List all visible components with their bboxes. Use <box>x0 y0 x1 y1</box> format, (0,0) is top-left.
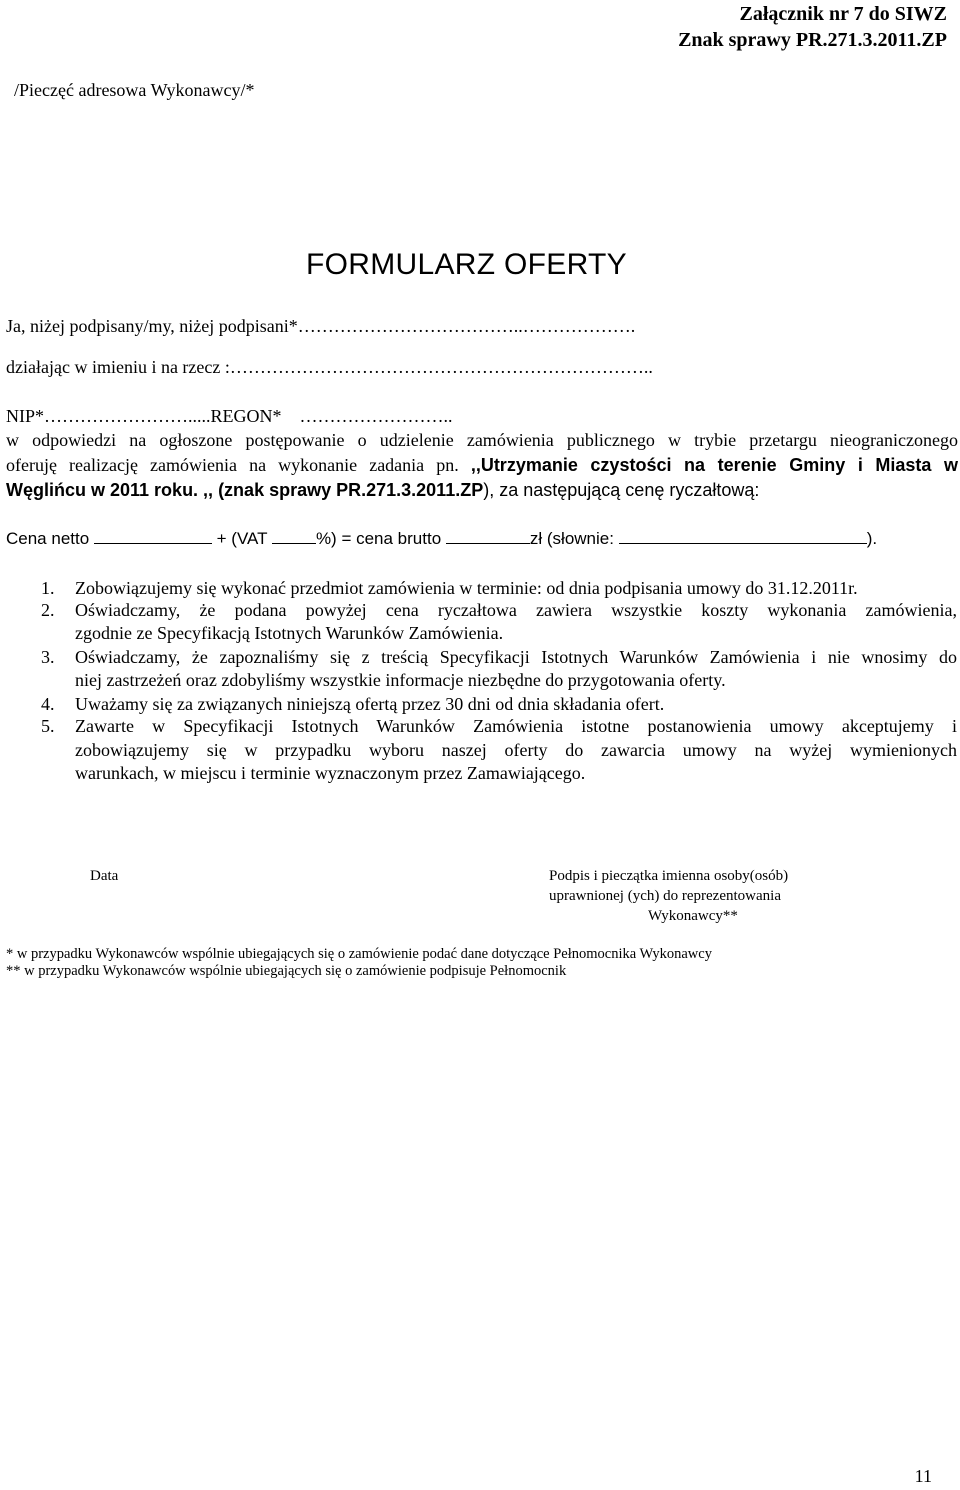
footnote: * w przypadku Wykonawców wspólnie ubiegających się o zamówienie podać dane dotyczące Pełnomocnika Wykonawcy <box>6 946 712 962</box>
item-line: zobowiązujemy się w przypadku wyboru naszej oferty do zawarcia umowy na wyżej wymienionych <box>75 740 957 760</box>
item-line: Oświadczamy, że podana powyżej cena ryczałtowa zawiera wszystkie koszty wykonania zamówienia, <box>75 600 957 620</box>
signature-label-1: Podpis i pieczątka imienna osoby(osób) <box>549 868 789 884</box>
gross-price-blank[interactable] <box>446 529 530 544</box>
item-line: Oświadczamy, że zapoznaliśmy się z treścią Specyfikacji Istotnych Warunków Zamówienia i nie wnosimy do <box>75 647 957 667</box>
nip-regon-label: NIP*…………………….....REGON* <box>6 406 282 426</box>
item-number: 1. <box>41 578 55 598</box>
amount-words-label: zł (słownie: <box>529 529 614 548</box>
task-name-cont: Węglińcu w 2011 roku. ,, (znak sprawy PR.271.3.2011.ZP <box>6 480 484 500</box>
intro-line-2 <box>6 455 958 476</box>
item-number: 5. <box>41 716 55 736</box>
page-number: 11 <box>914 1466 932 1486</box>
acting-on-behalf-field: działając w imieniu i na rzecz :…………………………………………………………….. <box>6 357 653 377</box>
intro-line-3 <box>6 480 759 501</box>
net-price-label: Cena netto <box>6 529 90 548</box>
intro-line-1: w odpowiedzi na ogłoszone postępowanie o udzielenie zamówienia publicznego w trybie przetargu nieograniczonego <box>6 430 958 450</box>
item-line: warunkach, w miejscu i terminie wyznaczonym przez Zamawiającego. <box>75 763 586 783</box>
task-name: ,,Utrzymanie czystości na terenie Gminy i Miasta w <box>470 455 958 475</box>
net-price-blank[interactable] <box>94 529 212 544</box>
regon-dots: …………………….. <box>299 406 453 426</box>
item-number: 2. <box>41 600 55 620</box>
date-label: Data <box>90 868 119 884</box>
vat-label: + (VAT <box>216 529 268 548</box>
signature-label-2: uprawnionej (ych) do reprezentowania <box>549 888 781 904</box>
page-title: FORMULARZ OFERTY <box>306 248 627 281</box>
price-close: ). <box>866 529 878 548</box>
signature-label-3: Wykonawcy** <box>648 908 738 924</box>
attachment-label: Załącznik nr 7 do SIWZ <box>739 3 947 25</box>
case-number: Znak sprawy PR.271.3.2011.ZP <box>678 29 947 51</box>
item-line: zgodnie ze Specyfikacją Istotnych Warunków Zamówienia. <box>75 623 504 643</box>
nip-regon-field <box>6 406 453 427</box>
item-line: Zobowiązujemy się wykonać przedmiot zamówienia w terminie: od dnia podpisania umowy do 31.12.2011r. <box>75 578 858 598</box>
signatory-field: Ja, niżej podpisany/my, niżej podpisani*………………………………..………………. <box>6 316 636 336</box>
intro-tail: ), za następującą cenę ryczałtową: <box>483 480 760 500</box>
amount-words-blank[interactable] <box>619 529 867 544</box>
gross-price-label: %) = cena brutto <box>315 529 442 548</box>
footnote: ** w przypadku Wykonawców wspólnie ubiegających się o zamówienie podpisuje Pełnomocnik <box>6 963 567 979</box>
item-line: Zawarte w Specyfikacji Istotnych Warunków Zamówienia istotne postanowienia umowy akceptujemy i <box>75 716 957 736</box>
vat-blank[interactable] <box>272 529 316 544</box>
contractor-stamp-label: /Pieczęć adresowa Wykonawcy/* <box>14 80 255 100</box>
item-number: 4. <box>41 694 55 714</box>
item-line: niej zastrzeżeń oraz zdobyliśmy wszystkie informacje niezbędne do przygotowania oferty. <box>75 670 726 690</box>
intro-text: oferuję realizację zamówienia na wykonanie zadania pn. <box>6 455 459 475</box>
price-line <box>6 529 877 549</box>
item-line: Uważamy się za związanych niniejszą ofertą przez 30 dni od dnia składania ofert. <box>75 694 665 714</box>
item-number: 3. <box>41 647 55 667</box>
